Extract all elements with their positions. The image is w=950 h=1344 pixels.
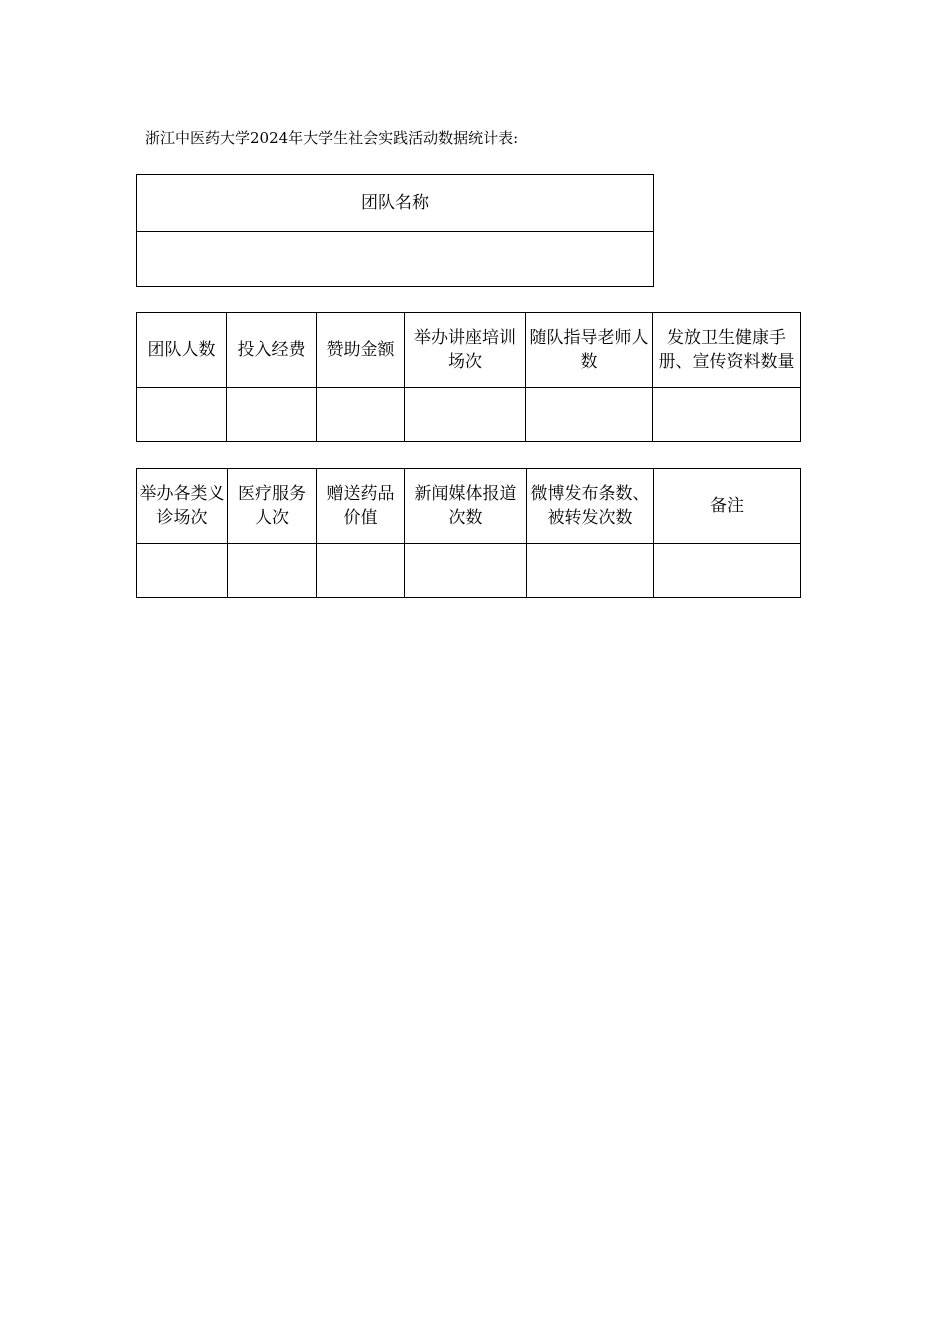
document-title: 浙江中医药大学2024年大学生社会实践活动数据统计表: — [145, 129, 519, 147]
table-header-row — [137, 313, 801, 388]
header-clinics: 举办各类义诊场次 — [137, 469, 228, 544]
cell-medicine-value[interactable] — [317, 544, 405, 598]
cell-sponsorship[interactable] — [317, 388, 405, 442]
header-remarks: 备注 — [654, 469, 801, 544]
header-funding: 投入经费 — [227, 313, 317, 388]
header-weibo-posts: 微博发布条数、被转发次数 — [527, 469, 654, 544]
team-name-table — [136, 174, 654, 287]
cell-media-reports[interactable] — [405, 544, 527, 598]
team-name-header: 团队名称 — [137, 175, 654, 232]
table-row — [137, 388, 801, 442]
cell-clinics[interactable] — [137, 544, 228, 598]
header-media-reports: 新闻媒体报道次数 — [405, 469, 527, 544]
cell-weibo-posts[interactable] — [527, 544, 654, 598]
table-row — [137, 175, 654, 232]
stats-table-2 — [136, 468, 801, 598]
table-row — [137, 232, 654, 287]
cell-medical-services[interactable] — [228, 544, 317, 598]
table-header-row — [137, 469, 801, 544]
team-name-cell[interactable] — [137, 232, 654, 287]
header-medicine-value: 赠送药品价值 — [317, 469, 405, 544]
cell-advisors[interactable] — [526, 388, 653, 442]
header-sponsorship: 赞助金额 — [317, 313, 405, 388]
header-materials: 发放卫生健康手册、宣传资料数量 — [653, 313, 801, 388]
table-row — [137, 544, 801, 598]
header-lectures: 举办讲座培训场次 — [405, 313, 526, 388]
cell-team-size[interactable] — [137, 388, 227, 442]
cell-funding[interactable] — [227, 388, 317, 442]
header-medical-services: 医疗服务人次 — [228, 469, 317, 544]
cell-remarks[interactable] — [654, 544, 801, 598]
cell-lectures[interactable] — [405, 388, 526, 442]
header-advisors: 随队指导老师人数 — [526, 313, 653, 388]
header-team-size: 团队人数 — [137, 313, 227, 388]
cell-materials[interactable] — [653, 388, 801, 442]
stats-table-1 — [136, 312, 801, 442]
